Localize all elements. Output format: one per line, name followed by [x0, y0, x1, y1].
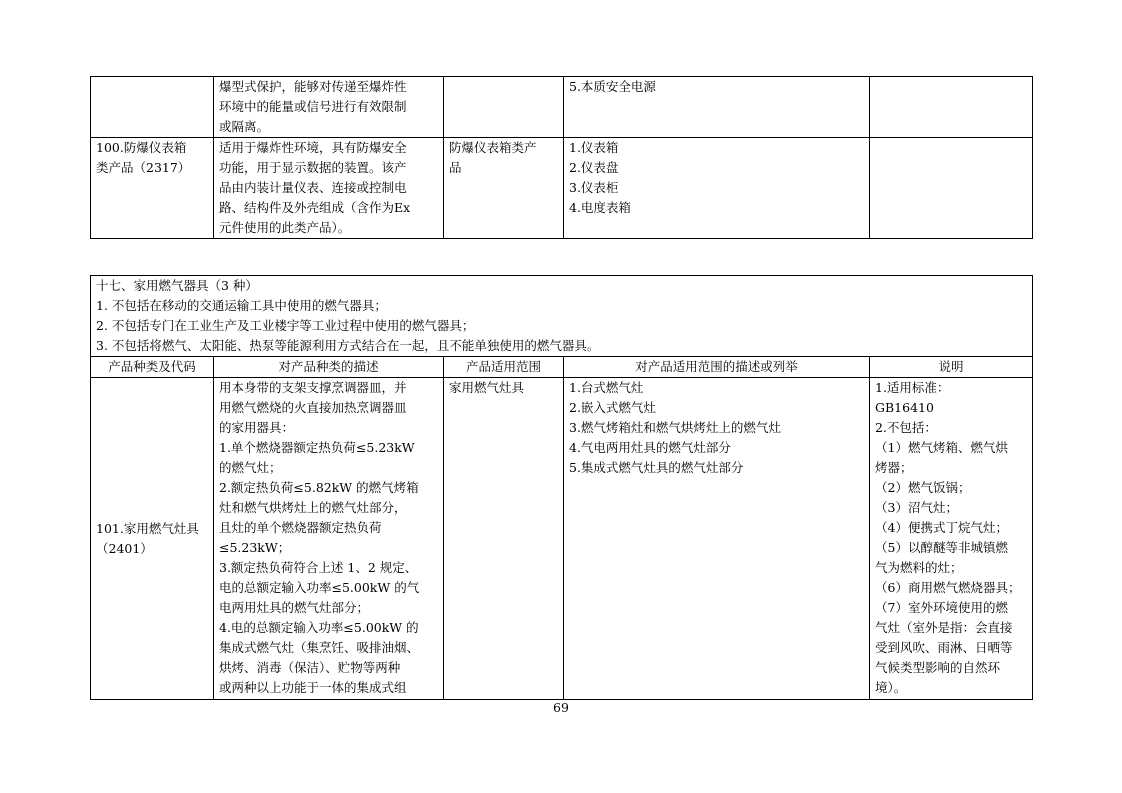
- section-note: 3. 不包括将燃气、太阳能、热泵等能源利用方式结合在一起，且不能单独使用的燃气器具。: [96, 338, 600, 353]
- text-line: 5.本质安全电源: [569, 79, 656, 94]
- cell-list: [564, 378, 870, 700]
- section-title: 十七、家用燃气器具（3 种）: [96, 278, 258, 293]
- text-line: 或两种以上功能于一体的集成式组: [219, 680, 407, 695]
- text-line: （5）以醇醚等非城镇燃: [875, 540, 1008, 555]
- table-row: [91, 138, 1033, 239]
- cell-name: [91, 378, 214, 700]
- text-line: 气为燃料的灶；: [875, 560, 963, 575]
- text-line: 3.额定热负荷符合上述 1、2 规定、: [219, 560, 418, 575]
- cell-name: [91, 138, 214, 239]
- text-line: 1.仪表箱: [569, 140, 619, 155]
- text-line: 防爆仪表箱类产: [449, 140, 537, 155]
- cell-scope: [444, 77, 564, 138]
- text-line: 4.气电两用灶具的燃气灶部分: [569, 440, 731, 455]
- table-row: [91, 77, 1033, 138]
- text-line: 1.单个燃烧器额定热负荷≤5.23kW: [219, 440, 415, 455]
- text-line: 2.不包括：: [875, 420, 937, 435]
- text-line: 烘烤、消毒（保洁）、贮物等两种: [219, 660, 401, 675]
- cell-scope: [444, 138, 564, 239]
- table-row: [91, 378, 1033, 700]
- text-line: 且灶的单个燃烧器额定热负荷: [219, 520, 382, 535]
- text-line: 适用于爆炸性环境，具有防爆安全: [219, 140, 407, 155]
- column-header: 对产品适用范围的描述或列举: [564, 357, 870, 378]
- text-line: 集成式燃气灶（集烹饪、吸排油烟、: [219, 640, 420, 655]
- column-header: 对产品种类的描述: [214, 357, 444, 378]
- text-line: 功能，用于显示数据的装置。该产: [219, 160, 407, 175]
- column-header: 产品种类及代码: [91, 357, 214, 378]
- cell-name: [91, 77, 214, 138]
- text-line: 受到风吹、雨淋、日晒等: [875, 640, 1013, 655]
- text-line: 电两用灶具的燃气灶部分；: [219, 600, 370, 615]
- text-line: 5.集成式燃气灶具的燃气灶部分: [569, 460, 744, 475]
- text-line: 101.家用燃气灶具: [96, 520, 199, 536]
- text-line: 2.嵌入式燃气灶: [569, 400, 656, 415]
- text-line: 的家用器具：: [219, 420, 295, 435]
- text-line: （7）室外环境使用的燃: [875, 600, 1008, 615]
- text-line: 100.防爆仪表箱: [96, 140, 187, 155]
- text-line: ≤5.23kW；: [219, 540, 291, 555]
- text-line: 的燃气灶；: [219, 460, 282, 475]
- text-line: 气候类型影响的自然环: [875, 660, 1001, 675]
- cell-list: [564, 138, 870, 239]
- column-header-row: [91, 357, 1033, 378]
- text-line: 环境中的能量或信号进行有效限制: [219, 99, 407, 114]
- cell-desc: [214, 77, 444, 138]
- text-line: 3.仪表柜: [569, 180, 619, 195]
- text-line: 4.电的总额定输入功率≤5.00kW 的: [219, 620, 419, 635]
- text-line: （2401）: [96, 540, 153, 556]
- text-line: 路、结构件及外壳组成（含作为Ex: [219, 200, 411, 215]
- text-line: 4.电度表箱: [569, 200, 631, 215]
- section-header-row: [91, 276, 1033, 357]
- text-line: 爆型式保护，能够对传递至爆炸性: [219, 79, 407, 94]
- text-line: 品: [449, 160, 462, 175]
- text-line: 用本身带的支架支撑烹调器皿，并: [219, 380, 407, 395]
- cell-note: [870, 378, 1033, 700]
- top-table: [90, 76, 1033, 239]
- text-line: （1）燃气烤箱、燃气烘: [875, 440, 1008, 455]
- text-line: （3）沼气灶；: [875, 500, 958, 515]
- text-line: 电的总额定输入功率≤5.00kW 的气: [219, 580, 420, 595]
- cell-list: [564, 77, 870, 138]
- text-line: 1.适用标准：: [875, 380, 950, 395]
- cell-desc: [214, 138, 444, 239]
- section-table: [90, 275, 1033, 700]
- text-line: 用燃气燃烧的火直接加热烹调器皿: [219, 400, 407, 415]
- text-line: （6）商用燃气燃烧器具；: [875, 580, 1021, 595]
- text-line: GB16410: [875, 400, 934, 415]
- text-line: 类产品（2317）: [96, 160, 191, 175]
- text-line: 元件使用的此类产品）。: [219, 220, 351, 235]
- section-intro: [91, 276, 1033, 357]
- text-line: （2）燃气饭锅；: [875, 480, 971, 495]
- text-line: 2.额定热负荷≤5.82kW 的燃气烤箱: [219, 480, 419, 495]
- text-line: 灶和燃气烘烤灶上的燃气灶部分，: [219, 500, 407, 515]
- text-line: 或隔离。: [219, 119, 270, 134]
- column-header: 说明: [870, 357, 1033, 378]
- section-note: 2. 不包括专门在工业生产及工业楼宇等工业过程中使用的燃气器具；: [96, 318, 475, 333]
- cell-note: [870, 77, 1033, 138]
- cell-desc: [214, 378, 444, 700]
- text-line: 2.仪表盘: [569, 160, 619, 175]
- text-line: 境）。: [875, 680, 907, 695]
- text-line: 烤器；: [875, 460, 913, 475]
- text-line: 气灶（室外是指：会直接: [875, 620, 1013, 635]
- section-note: 1. 不包括在移动的交通运输工具中使用的燃气器具；: [96, 298, 387, 313]
- column-header: 产品适用范围: [444, 357, 564, 378]
- text-line: 1.台式燃气灶: [569, 380, 644, 395]
- text-line: 家用燃气灶具: [449, 380, 525, 395]
- cell-scope: [444, 378, 564, 700]
- page-number: 69: [553, 700, 569, 715]
- text-line: 3.燃气烤箱灶和燃气烘烤灶上的燃气灶: [569, 420, 781, 435]
- text-line: （4）便携式丁烷气灶；: [875, 520, 1008, 535]
- cell-note: [870, 138, 1033, 239]
- text-line: 品由内装计量仪表、连接或控制电: [219, 180, 407, 195]
